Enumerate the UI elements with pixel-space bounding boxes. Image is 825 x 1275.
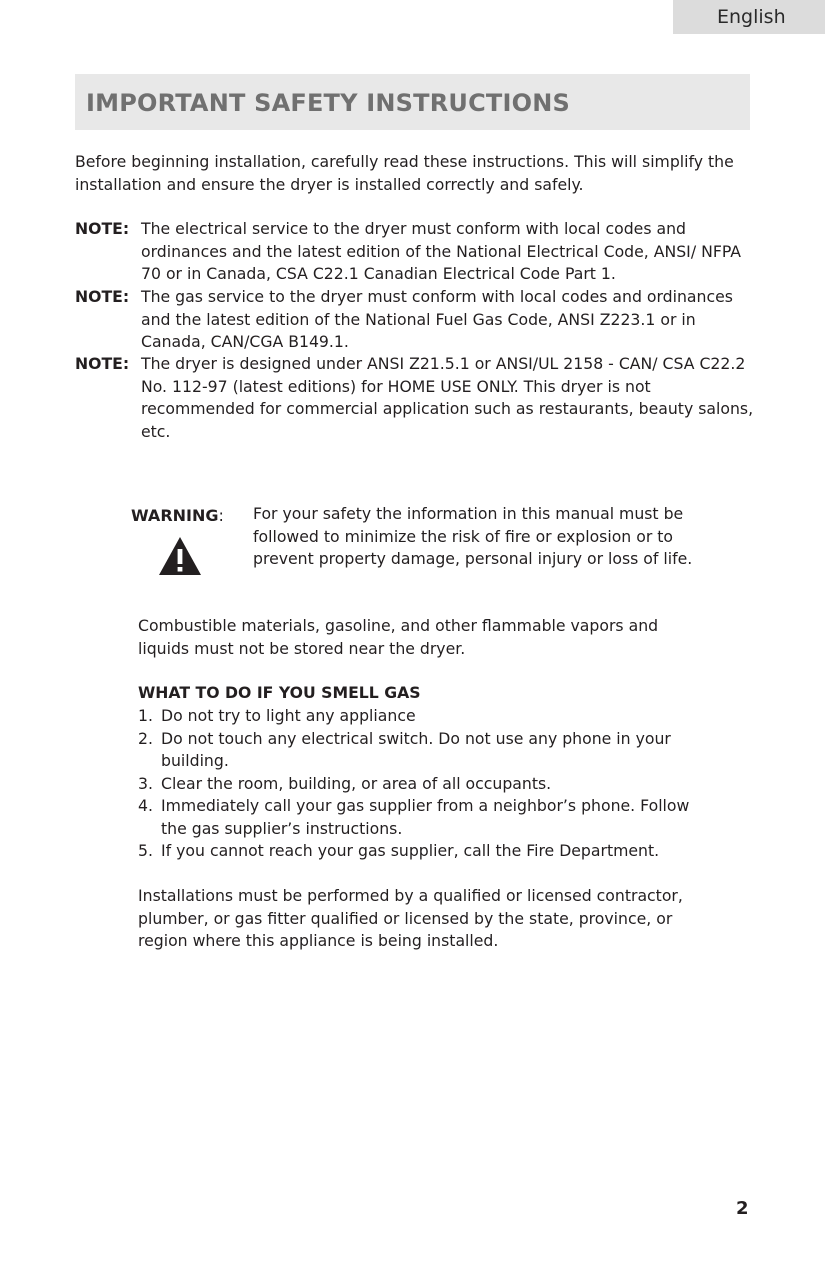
note-text: The electrical service to the dryer must conform with local codes and ordinances and the latest edition of the National Electrical Code, ANSI/ NFPA 70 or in Canada, CSA C22.1 Canadian Electrical Code Part 1. bbox=[141, 219, 742, 283]
warning-label: WARNING: bbox=[131, 506, 224, 525]
note-design bbox=[75, 353, 755, 443]
gas-steps-list bbox=[138, 705, 718, 863]
intro-paragraph: Before beginning installation, carefully read these instructions. This will simplify the installation and ensure the dryer is installed correctly and safely. bbox=[75, 152, 734, 194]
warning-triangle-icon bbox=[158, 536, 202, 576]
note-text: The gas service to the dryer must conform with local codes and ordinances and the latest edition of the National Fuel Gas Code, ANSI Z223.1 or in Canada, CAN/CGA B149.1. bbox=[141, 287, 733, 351]
note-label: NOTE: bbox=[75, 219, 130, 238]
list-item: 1. Do not try to light any appliance bbox=[138, 706, 416, 725]
section-title-band bbox=[75, 74, 750, 130]
list-item: 2. Do not touch any electrical switch. Do not use any phone in your building. bbox=[138, 728, 671, 770]
note-label: NOTE: bbox=[75, 354, 130, 373]
note-text: The dryer is designed under ANSI Z21.5.1 or ANSI/UL 2158 - CAN/ CSA C22.2 No. 112-97 (latest editions) for HOME USE ONLY. This dryer is not recommended for commercial application such as restaurants, beauty salons, etc. bbox=[141, 354, 754, 441]
note-label: NOTE: bbox=[75, 287, 130, 306]
note-electrical bbox=[75, 218, 755, 286]
combustible-paragraph: Combustible materials, gasoline, and other flammable vapors and liquids must not be stored near the dryer. bbox=[138, 616, 659, 658]
list-item: 3. Clear the room, building, or area of all occupants. bbox=[138, 773, 552, 793]
page-number: 2 bbox=[736, 1198, 749, 1219]
list-item: 5. If you cannot reach your gas supplier, call the Fire Department. bbox=[138, 841, 660, 860]
language-tab: English bbox=[673, 0, 825, 34]
warning-text: For your safety the information in this manual must be followed to minimize the risk of fire or explosion or to prevent property damage, personal injury or loss of life. bbox=[253, 504, 693, 568]
gas-heading: WHAT TO DO IF YOU SMELL GAS bbox=[138, 683, 421, 702]
note-gas bbox=[75, 286, 755, 354]
page-title: IMPORTANT SAFETY INSTRUCTIONS bbox=[86, 89, 570, 117]
list-item: 4. Immediately call your gas supplier from a neighbor’s phone. Follow the gas supplier’s instructions. bbox=[138, 796, 690, 838]
installers-paragraph: Installations must be performed by a qualified or licensed contractor, plumber, or gas fitter qualified or licensed by the state, province, or region where this appliance is being installed. bbox=[138, 886, 683, 950]
